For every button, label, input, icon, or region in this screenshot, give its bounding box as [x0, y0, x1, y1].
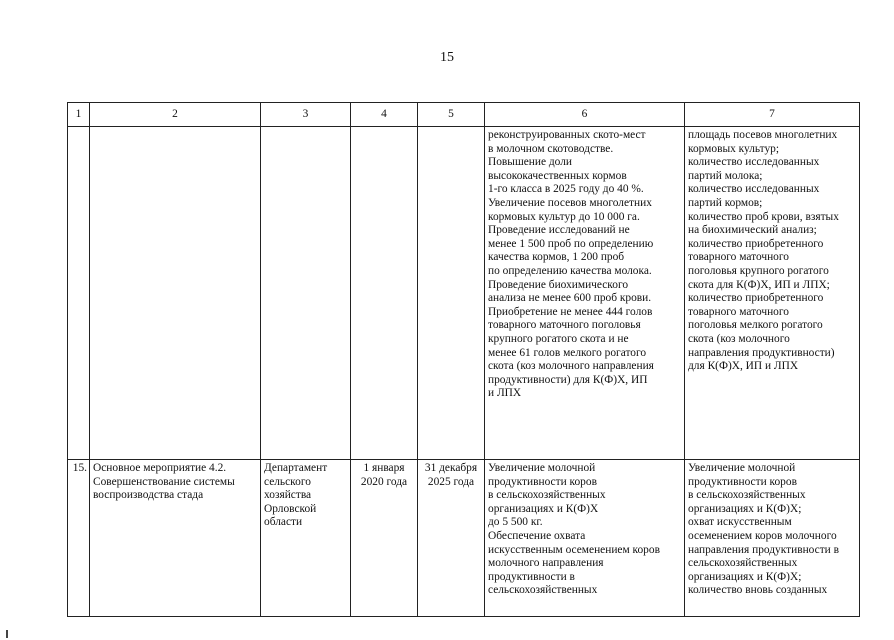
text-line: продуктивности) для К(Ф)Х, ИП	[488, 373, 648, 386]
text-line: партий кормов;	[688, 196, 763, 209]
text-line: реконструированных ското-мест	[488, 129, 646, 141]
text-line: количество исследованных	[688, 183, 820, 196]
column-number: 1	[68, 103, 90, 127]
text-line: Повышение доли	[488, 156, 572, 169]
text-line: скота (коз молочного	[688, 332, 790, 345]
text-line: хозяйства	[264, 489, 312, 502]
text-line: 31 декабря	[424, 462, 478, 474]
text-line: продуктивности коров	[488, 475, 597, 488]
text-line: кормовых культур до 10 000 га.	[488, 210, 640, 223]
text-line: области	[264, 516, 303, 529]
end-date-cell	[418, 460, 485, 617]
row-number-cell: 15.	[68, 460, 90, 617]
column-number: 4	[351, 103, 418, 127]
text-line: 2025 года	[427, 475, 475, 488]
text-line: организациях и К(Ф)Х;	[688, 502, 802, 515]
text-line: на биохимический анализ;	[688, 224, 817, 237]
text-line: крупного рогатого скота и не	[488, 332, 629, 345]
text-line: воспроизводства стада	[93, 489, 204, 502]
text-line: в молочном скотоводстве.	[488, 142, 614, 155]
column-number: 6	[485, 103, 685, 127]
empty-cell	[418, 127, 485, 460]
column-number: 5	[418, 103, 485, 127]
text-line: продуктивности в	[488, 570, 575, 583]
executor-cell	[261, 460, 351, 617]
text-line: Увеличение молочной	[488, 462, 596, 474]
text-line: осеменением коров молочного	[688, 529, 837, 542]
text-line: в сельскохозяйственных	[688, 489, 806, 502]
text-line: товарного маточного	[688, 251, 789, 264]
empty-cell	[90, 127, 261, 460]
empty-cell	[68, 127, 90, 460]
text-line: организациях и К(Ф)Х;	[688, 570, 802, 583]
column-number: 7	[685, 103, 860, 127]
table-row-continuation	[68, 127, 860, 460]
text-line: молочного направления	[488, 557, 604, 570]
text-line: поголовья мелкого рогатого	[688, 319, 823, 332]
text-line: товарного маточного поголовья	[488, 319, 641, 332]
text-line: сельскохозяйственных	[488, 584, 598, 597]
text-line: 1 января	[363, 462, 405, 474]
text-line: 1-го класса в 2025 году до 40 %.	[488, 183, 644, 196]
expected-results-cell	[485, 127, 685, 460]
text-line: Проведение биохимического	[488, 278, 629, 291]
column-number-row	[68, 103, 860, 127]
table-row-15	[68, 460, 860, 617]
text-line: поголовья крупного рогатого	[688, 264, 829, 277]
page-number: 15	[440, 50, 454, 65]
text-line: менее 1 500 проб по определению	[488, 237, 654, 250]
text-line: количество приобретенного	[688, 237, 824, 250]
text-line: продуктивности коров	[688, 475, 797, 488]
text-line: сельского	[264, 475, 311, 488]
program-table	[67, 102, 860, 617]
text-line: площадь посевов многолетних	[688, 129, 838, 141]
text-line: Основное мероприятие 4.2.	[93, 462, 227, 474]
text-line: до 5 500 кг.	[488, 516, 543, 529]
text-line: Увеличение молочной	[688, 462, 796, 474]
text-line: количество исследованных	[688, 156, 820, 169]
text-line: высококачественных кормов	[488, 169, 627, 182]
indicators-cell	[685, 127, 860, 460]
text-line: и ЛПХ	[488, 387, 522, 400]
indicators-cell	[685, 460, 860, 617]
text-line: по определению качества молока.	[488, 264, 652, 277]
activity-name-cell	[90, 460, 261, 617]
text-line: количество проб крови, взятых	[688, 210, 839, 223]
text-line: направления продуктивности)	[688, 346, 835, 359]
text-line: Совершенствование системы	[93, 475, 235, 488]
text-line: организациях и К(Ф)Х	[488, 502, 599, 515]
column-number: 2	[90, 103, 261, 127]
empty-cell	[351, 127, 418, 460]
text-line: Департамент	[264, 462, 328, 474]
text-line: Увеличение посевов многолетних	[488, 196, 652, 209]
text-line: товарного маточного	[688, 305, 789, 318]
text-line: количество вновь созданных	[688, 584, 828, 597]
text-line: кормовых культур;	[688, 142, 780, 155]
text-line: в сельскохозяйственных	[488, 489, 606, 502]
text-line: охват искусственным	[688, 516, 792, 529]
text-line: партий молока;	[688, 169, 763, 182]
scan-margin-mark	[6, 630, 8, 638]
text-line: качества кормов, 1 200 проб	[488, 251, 625, 264]
text-line: Проведение исследований не	[488, 224, 630, 237]
text-line: сельскохозяйственных	[688, 557, 798, 570]
column-number: 3	[261, 103, 351, 127]
start-date-cell	[351, 460, 418, 617]
expected-results-cell	[485, 460, 685, 617]
text-line: Приобретение не менее 444 голов	[488, 305, 653, 318]
text-line: Орловской	[264, 502, 317, 515]
text-line: анализа не менее 600 проб крови.	[488, 292, 652, 305]
text-line: Обеспечение охвата	[488, 529, 586, 542]
text-line: направления продуктивности в	[688, 543, 840, 556]
empty-cell	[261, 127, 351, 460]
text-line: для К(Ф)Х, ИП и ЛПХ	[688, 360, 799, 373]
text-line: 2020 года	[360, 475, 408, 488]
text-line: скота (коз молочного направления	[488, 360, 654, 373]
text-line: скота для К(Ф)Х, ИП и ЛПХ;	[688, 278, 830, 291]
text-line: количество приобретенного	[688, 292, 824, 305]
text-line: менее 61 голов мелкого рогатого	[488, 346, 647, 359]
text-line: искусственным осеменением коров	[488, 543, 660, 556]
